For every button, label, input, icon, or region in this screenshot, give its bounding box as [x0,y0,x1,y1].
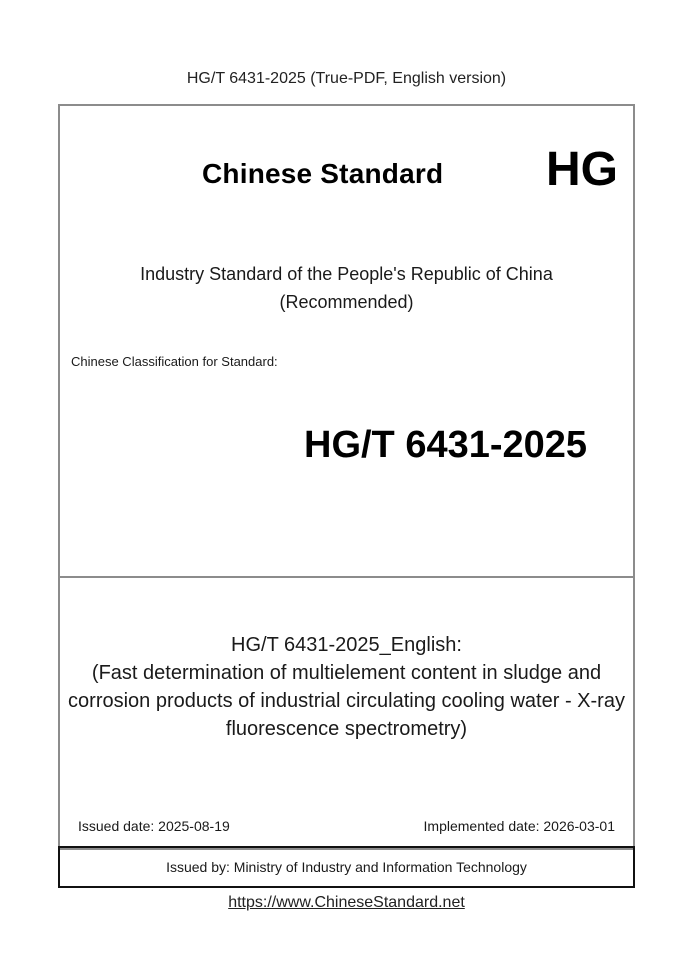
website-link[interactable]: https://www.ChineseStandard.net [228,894,465,911]
document-title: HG/T 6431-2025 (True-PDF, English version) [186,70,507,87]
cover-upper-section [60,106,633,578]
english-name: HG/T 6431-2025_English: [231,634,462,656]
cover-frame [58,104,635,850]
issued-date: Issued date: 2025-08-19 [78,818,230,834]
classification-label: Chinese Classification for Standard: [71,354,278,369]
issuer-box [58,846,635,888]
industry-line-1: Industry Standard of the People's Republic of China [140,264,553,284]
industry-standard-heading [60,260,633,316]
website-footer [0,894,693,912]
standard-label: Chinese Standard [202,158,444,189]
english-title-block [60,631,633,743]
implemented-date: Implemented date: 2026-03-01 [423,818,615,834]
issued-by: Issued by: Ministry of Industry and Information Technology [166,859,527,875]
standard-number: HG/T 6431-2025 [304,424,588,466]
standard-code: HG [546,143,618,196]
english-description: (Fast determination of multielement content in sludge and corrosion products of industrial circulating cooling water - X-ray fluorescence spectrometry) [68,662,625,740]
industry-line-2: (Recommended) [279,292,414,312]
